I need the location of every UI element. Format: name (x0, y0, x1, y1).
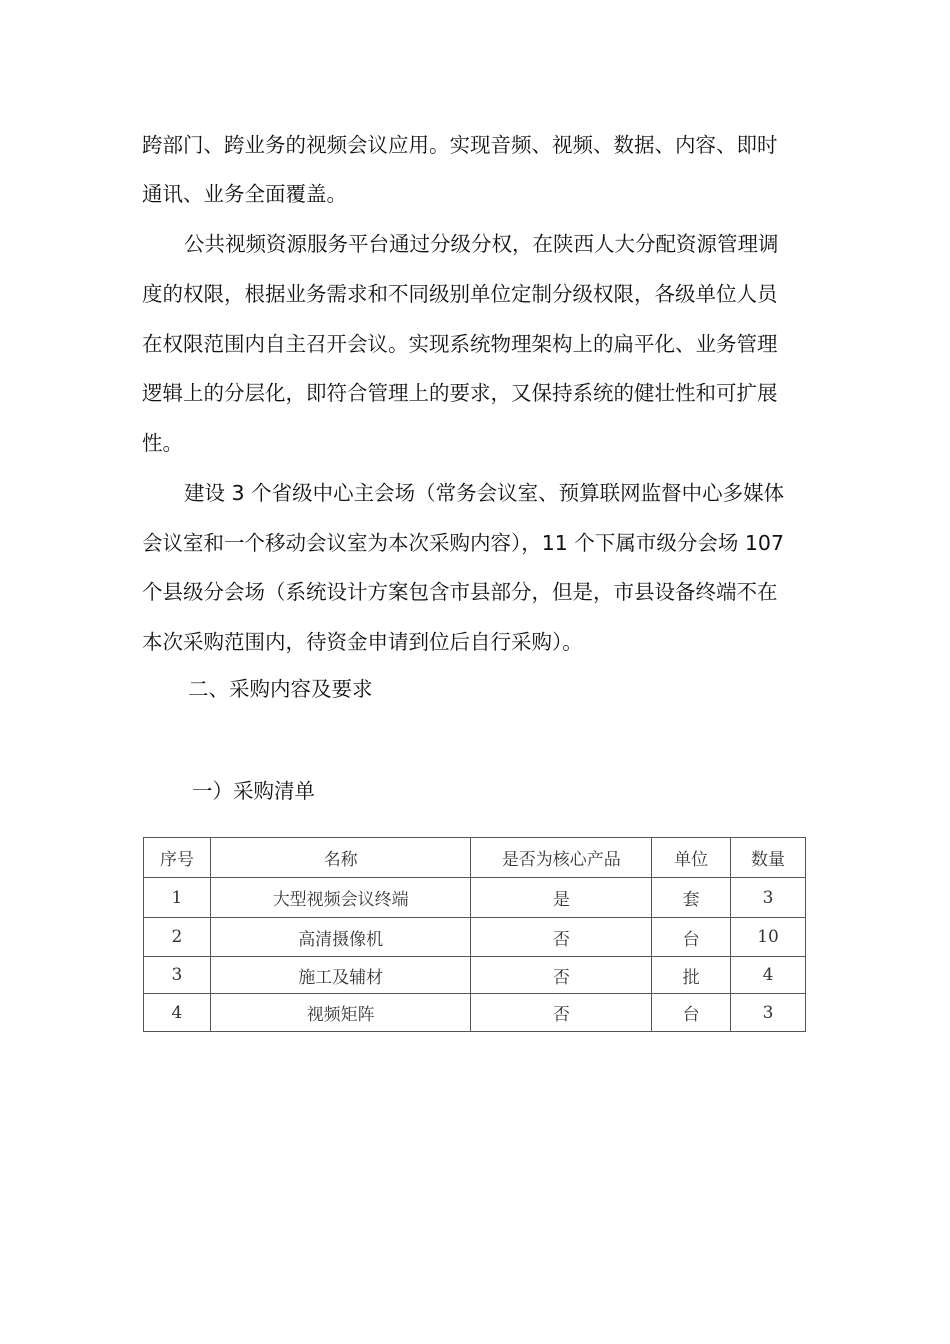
subsection-heading: 一）采购清单 (192, 779, 315, 803)
cell-unit: 台 (652, 994, 731, 1032)
paragraph-line: 会议室和一个移动会议室为本次采购内容），11 个下属市级分会场 107 (142, 531, 784, 555)
cell-index: 1 (144, 878, 211, 918)
section-heading: 二、采购内容及要求 (188, 677, 373, 701)
table-row (144, 994, 806, 1032)
cell-core: 否 (471, 994, 652, 1032)
paragraph-line: 跨部门、跨业务的视频会议应用。实现音频、视频、数据、内容、即时 (142, 133, 778, 157)
paragraph-line: 度的权限，根据业务需求和不同级别单位定制分级权限，各级单位人员 (142, 282, 778, 306)
paragraph-line: 通讯、业务全面覆盖。 (142, 182, 347, 206)
table-row (144, 918, 806, 957)
cell-unit: 台 (652, 918, 731, 957)
paragraph-line: 公共视频资源服务平台通过分级分权，在陕西人大分配资源管理调 (184, 232, 779, 256)
paragraph-line: 建设 3 个省级中心主会场（常务会议室、预算联网监督中心多媒体 (184, 481, 785, 505)
paragraph-line: 性。 (142, 431, 183, 455)
paragraph-line: 本次采购范围内，待资金申请到位后自行采购）。 (142, 630, 583, 654)
paragraph-line: 个县级分会场（系统设计方案包含市县部分，但是，市县设备终端不在 (142, 580, 778, 604)
header-cell-quantity: 数量 (731, 838, 806, 878)
table-row (144, 957, 806, 994)
cell-quantity: 4 (731, 957, 806, 994)
cell-name: 视频矩阵 (210, 994, 471, 1032)
cell-name: 大型视频会议终端 (210, 878, 471, 918)
cell-unit: 套 (652, 878, 731, 918)
cell-index: 3 (144, 957, 211, 994)
cell-quantity: 3 (731, 878, 806, 918)
header-cell-name: 名称 (210, 838, 471, 878)
cell-quantity: 10 (731, 918, 806, 957)
header-cell-unit: 单位 (652, 838, 731, 878)
cell-index: 4 (144, 994, 211, 1032)
cell-unit: 批 (652, 957, 731, 994)
cell-core: 否 (471, 957, 652, 994)
cell-index: 2 (144, 918, 211, 957)
header-cell-index: 序号 (144, 838, 211, 878)
cell-name: 高清摄像机 (210, 918, 471, 957)
procurement-table (143, 837, 806, 1032)
cell-quantity: 3 (731, 994, 806, 1032)
paragraph-line: 逻辑上的分层化，即符合管理上的要求，又保持系统的健壮性和可扩展 (142, 381, 778, 405)
cell-core: 是 (471, 878, 652, 918)
header-cell-core: 是否为核心产品 (471, 838, 652, 878)
table-row (144, 878, 806, 918)
paragraph-line: 在权限范围内自主召开会议。实现系统物理架构上的扁平化、业务管理 (142, 332, 778, 356)
cell-core: 否 (471, 918, 652, 957)
cell-name: 施工及辅材 (210, 957, 471, 994)
table-header-row (144, 838, 806, 878)
